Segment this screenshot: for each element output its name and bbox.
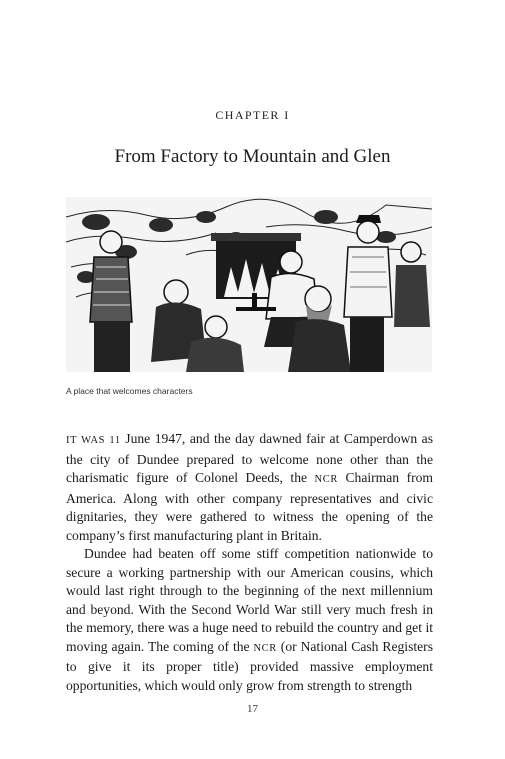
paragraph-2 [66,545,433,695]
ncr-small-caps-2: NCR [253,642,277,654]
body-text [66,430,433,695]
paragraph-1-end: Chairman from America. Along with other company representatives and civic dignitaries, they were gathered to witness the opening of the company’s first manufacturing plant in Britain. [66,470,433,543]
illustration-caption: A place that welcomes characters [66,386,193,396]
page-number: 17 [247,703,258,715]
paragraph-1 [66,430,433,545]
paragraph-1-text: June 1947, and the day dawned fair at Camperdown as the city of Dundee prepared to welcome none other than the charismatic figure of Colonel Deeds, the [66,431,433,485]
opening-small-caps: IT WAS 11 [66,435,121,446]
chapter-label: CHAPTER I [215,108,290,122]
pen-and-ink-illustration [66,197,432,372]
paragraph-2-text: Dundee had beaten off some stiff competition nationwide to secure a working partnership with our American cousins, which would last right through to the beginning of the next millennium and beyond. With the Second World War still very much fresh in the memory, there was a huge need to rebuild the country and get it moving again. The coming of the [66,546,433,654]
paragraph-2-end: (or National Cash Registers to give it its proper title) provided massive employment opportunities, which would only grow from strength to strength [66,638,433,693]
ncr-small-caps: NCR [314,474,338,485]
chapter-title: From Factory to Mountain and Glen [114,146,391,167]
